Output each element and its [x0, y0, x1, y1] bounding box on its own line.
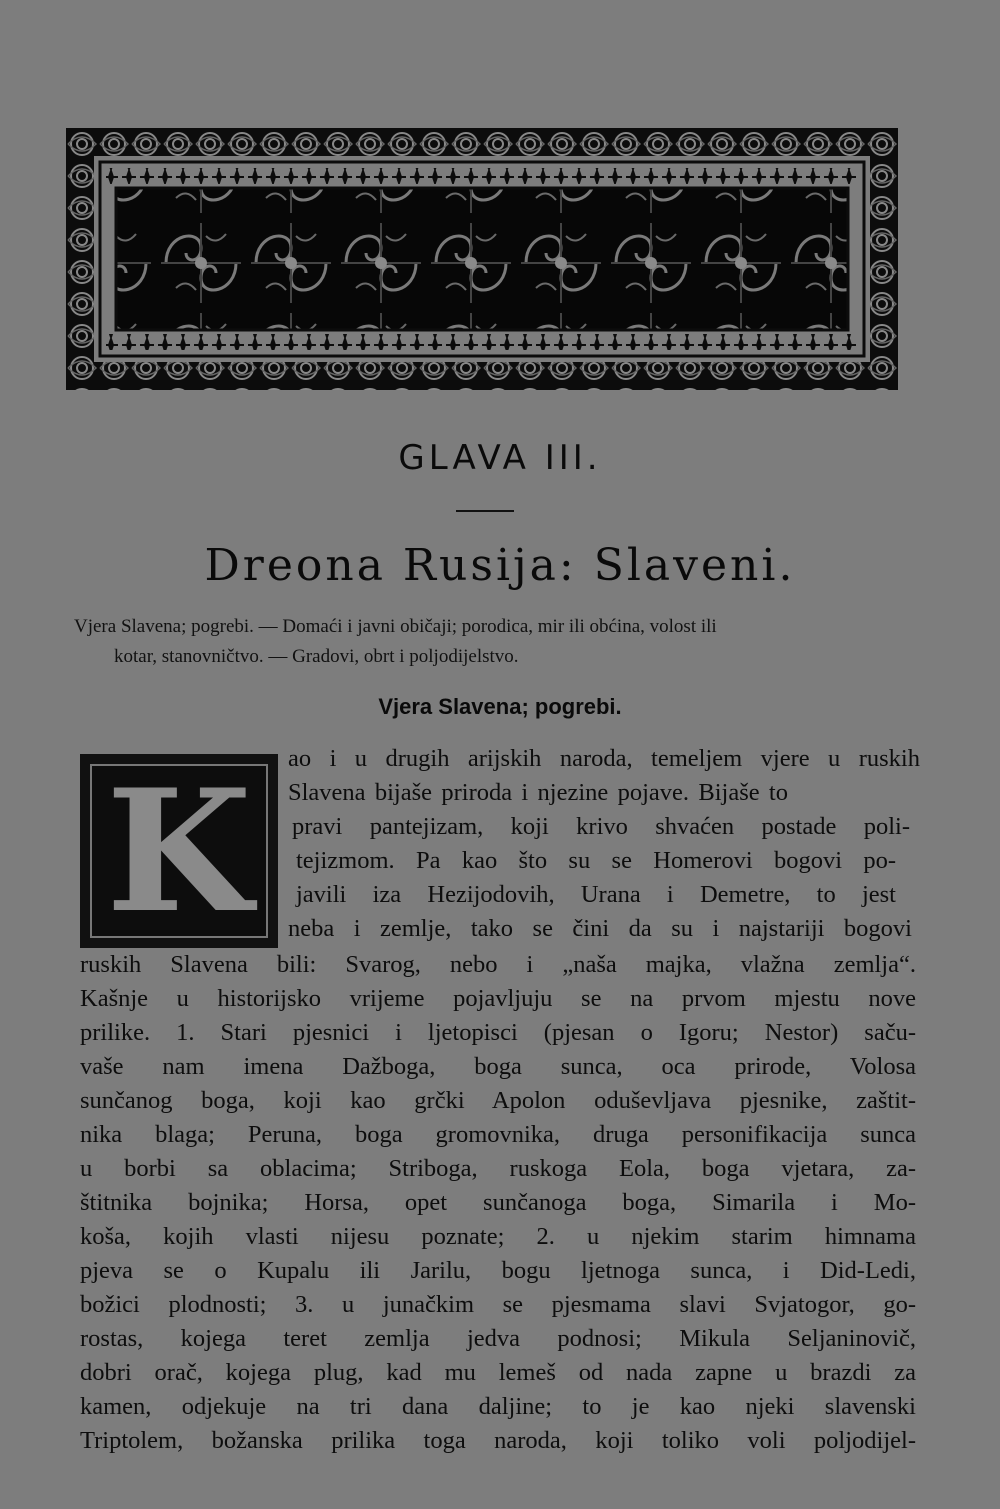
- divider-rule: [456, 510, 514, 512]
- chapter-heading: GLAVA III.: [398, 438, 602, 478]
- chapter-summary: [74, 612, 914, 672]
- text-line: koša, kojih vlasti nijesu poznate; 2. u njekim starim himnama: [80, 1223, 916, 1250]
- section-heading: Vjera Slavena; pogrebi.: [378, 694, 622, 719]
- ornamental-header-band: [66, 128, 898, 390]
- drop-cap-letter: K: [105, 752, 252, 950]
- text-line: Kašnje u historijsko vrijeme pojavljuju se na prvom mjestu nove: [80, 985, 916, 1012]
- text-line: sunčanog boga, koji kao grčki Apolon oduševljava pjesnike, zaštit-: [80, 1087, 916, 1114]
- text-line: kamen, odjekuje na tri dana daljine; to je kao njeki slavenski: [80, 1393, 916, 1420]
- summary-line: Vjera Slavena; pogrebi. — Domaći i javni običaji; porodica, mir ili obćina, volost ili: [74, 616, 717, 637]
- text-line: ao i u drugih arijskih naroda, temeljem vjere u ruskih: [288, 745, 920, 772]
- text-line: ruskih Slavena bili: Svarog, nebo i „naša majka, vlažna zemlja“.: [80, 951, 916, 978]
- text-line: pjeva se o Kupalu ili Jarilu, bogu ljetnoga sunca, i Did-Ledi,: [80, 1257, 916, 1284]
- text-line: štitnika bojnika; Horsa, opet sunčanoga boga, Simarila i Mo-: [80, 1189, 916, 1216]
- text-line: božici plodnosti; 3. u junačkim se pjesmama slavi Svjatogor, go-: [80, 1291, 916, 1318]
- text-line: javili iza Hezijodovih, Urana i Demetre, to jest: [296, 881, 896, 908]
- text-line: neba i zemlje, tako se čini da su i najstariji bogovi: [288, 915, 912, 942]
- summary-line: kotar, stanovničtvo. — Gradovi, obrt i poljodijelstvo.: [114, 646, 519, 667]
- text-line: prilike. 1. Stari pjesnici i ljetopisci (pjesan o Igoru; Nestor) saču-: [80, 1019, 916, 1046]
- text-line: Triptolem, božanska prilika toga naroda, koji toliko voli poljodijel-: [80, 1427, 916, 1454]
- text-line: vaše nam imena Dažboga, boga sunca, oca prirode, Volosa: [80, 1053, 916, 1080]
- text-line: Slavena bijaše priroda i njezine pojave. Bijaše to: [288, 779, 788, 806]
- text-line: u borbi sa oblacima; Striboga, ruskoga Eola, boga vjetara, za-: [80, 1155, 916, 1182]
- text-line: dobri orač, kojega plug, kad mu lemeš od nada zapne u brazdi za: [80, 1359, 916, 1386]
- text-line: nika blaga; Peruna, boga gromovnika, druga personifikacija sunca: [80, 1121, 916, 1148]
- text-line: tejizmom. Pa kao što su se Homerovi bogovi po-: [296, 847, 896, 874]
- drop-cap-initial: [80, 754, 278, 948]
- text-line: rostas, kojega teret zemlja jedva podnosi; Mikula Seljaninovič,: [80, 1325, 916, 1352]
- text-line: pravi pantejizam, koji krivo shvaćen postade poli-: [292, 813, 910, 840]
- chapter-title: Dreona Rusija: Slaveni.: [204, 540, 796, 591]
